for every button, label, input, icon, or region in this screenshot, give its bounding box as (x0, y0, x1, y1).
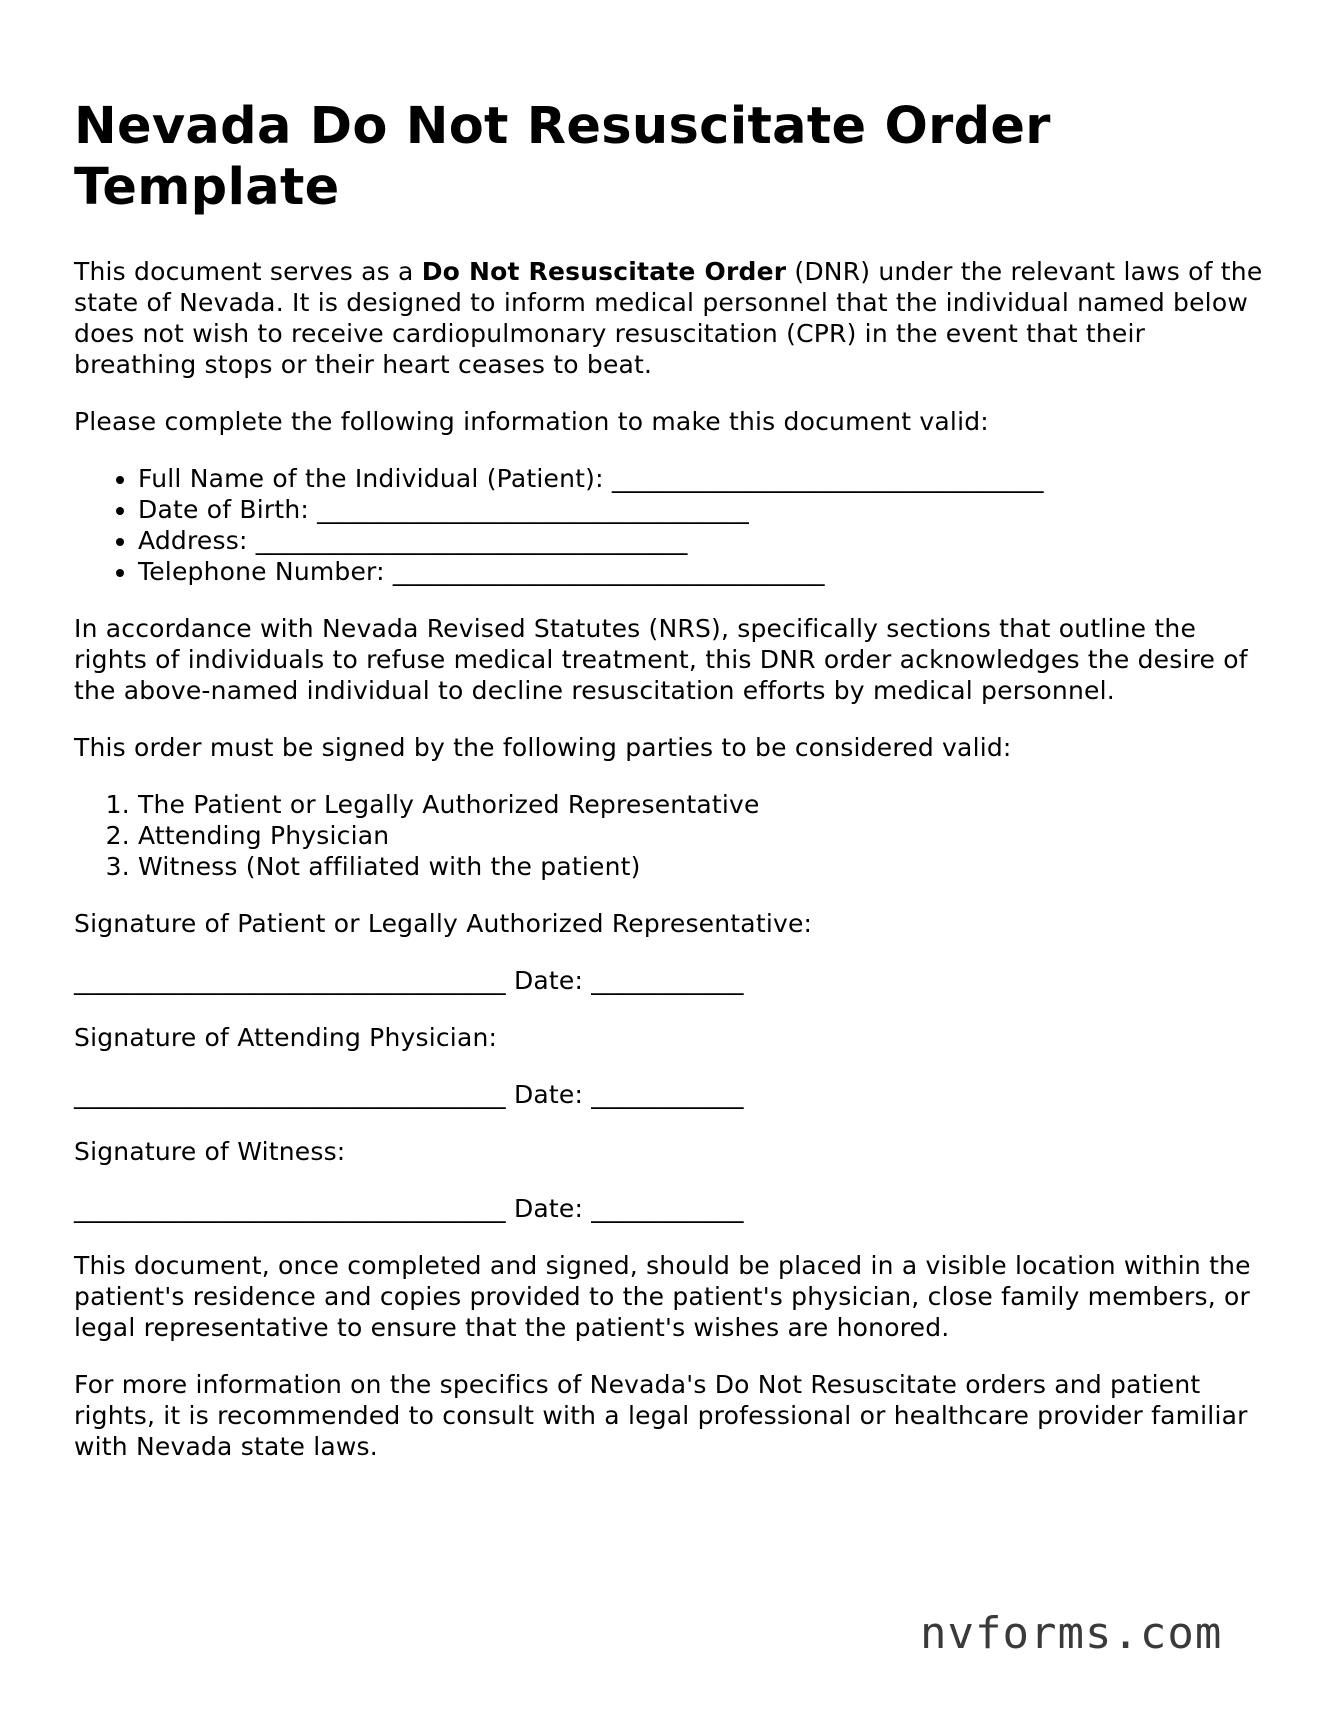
signature-line-witness: __________________________________ Date: ____________ (74, 1194, 744, 1223)
intro-paragraph (74, 256, 1264, 380)
field-address: • Address: __________________________________ (138, 525, 1264, 556)
complete-instruction: Please complete the following information to make this document valid: (74, 407, 989, 436)
intro-text-end: (DNR) under the relevant laws of the state of Nevada. It is designed to inform medical personnel that the individual named below does not wish to receive cardiopulmonary resuscitation (CPR) in the event that their breathing stops or their heart ceases to beat. (74, 257, 1263, 379)
signature-label-witness: Signature of Witness: (74, 1137, 346, 1166)
signer-witness: 3. Witness (Not affiliated with the patient) (138, 851, 1264, 882)
info-paragraph: For more information on the specifics of Nevada's Do Not Resuscitate orders and patient rights, it is recommended to consult with a legal professional or healthcare provider familiar with Nevada state laws. (74, 1370, 1248, 1461)
document-title: Nevada Do Not Resuscitate Order Template (74, 97, 1051, 217)
nrs-paragraph: In accordance with Nevada Revised Statutes (NRS), specifically sections that outline the rights of individuals to refuse medical treatment, this DNR order acknowledges the desire of the above-named individual to decline resuscitation efforts by medical personnel. (74, 614, 1248, 705)
document-page (74, 96, 1264, 1462)
site-watermark: nvforms.com (920, 1608, 1223, 1659)
signer-patient: 1. The Patient or Legally Authorized Representative (138, 789, 1264, 820)
signers-intro: This order must be signed by the following parties to be considered valid: (74, 733, 1012, 762)
intro-bold-term: Do Not Resuscitate Order (421, 257, 787, 286)
intro-text-start: This document serves as a (74, 257, 422, 286)
signature-label-physician: Signature of Attending Physician: (74, 1023, 498, 1052)
placement-paragraph: This document, once completed and signed, should be placed in a visible location within the patient's residence and copies provided to the patient's physician, close family members, or legal representative to ensure that the patient's wishes are honored. (74, 1251, 1251, 1342)
patient-fields-list (74, 463, 1264, 587)
signature-label-patient: Signature of Patient or Legally Authorized Representative: (74, 909, 813, 938)
signer-physician: 2. Attending Physician (138, 820, 1264, 851)
field-telephone: • Telephone Number: __________________________________ (138, 556, 1264, 587)
field-date-of-birth: • Date of Birth: __________________________________ (138, 494, 1264, 525)
signature-line-patient: __________________________________ Date: ____________ (74, 966, 744, 995)
field-full-name: • Full Name of the Individual (Patient): __________________________________ (138, 463, 1264, 494)
signers-list (74, 789, 1264, 882)
signature-line-physician: __________________________________ Date: ____________ (74, 1080, 744, 1109)
